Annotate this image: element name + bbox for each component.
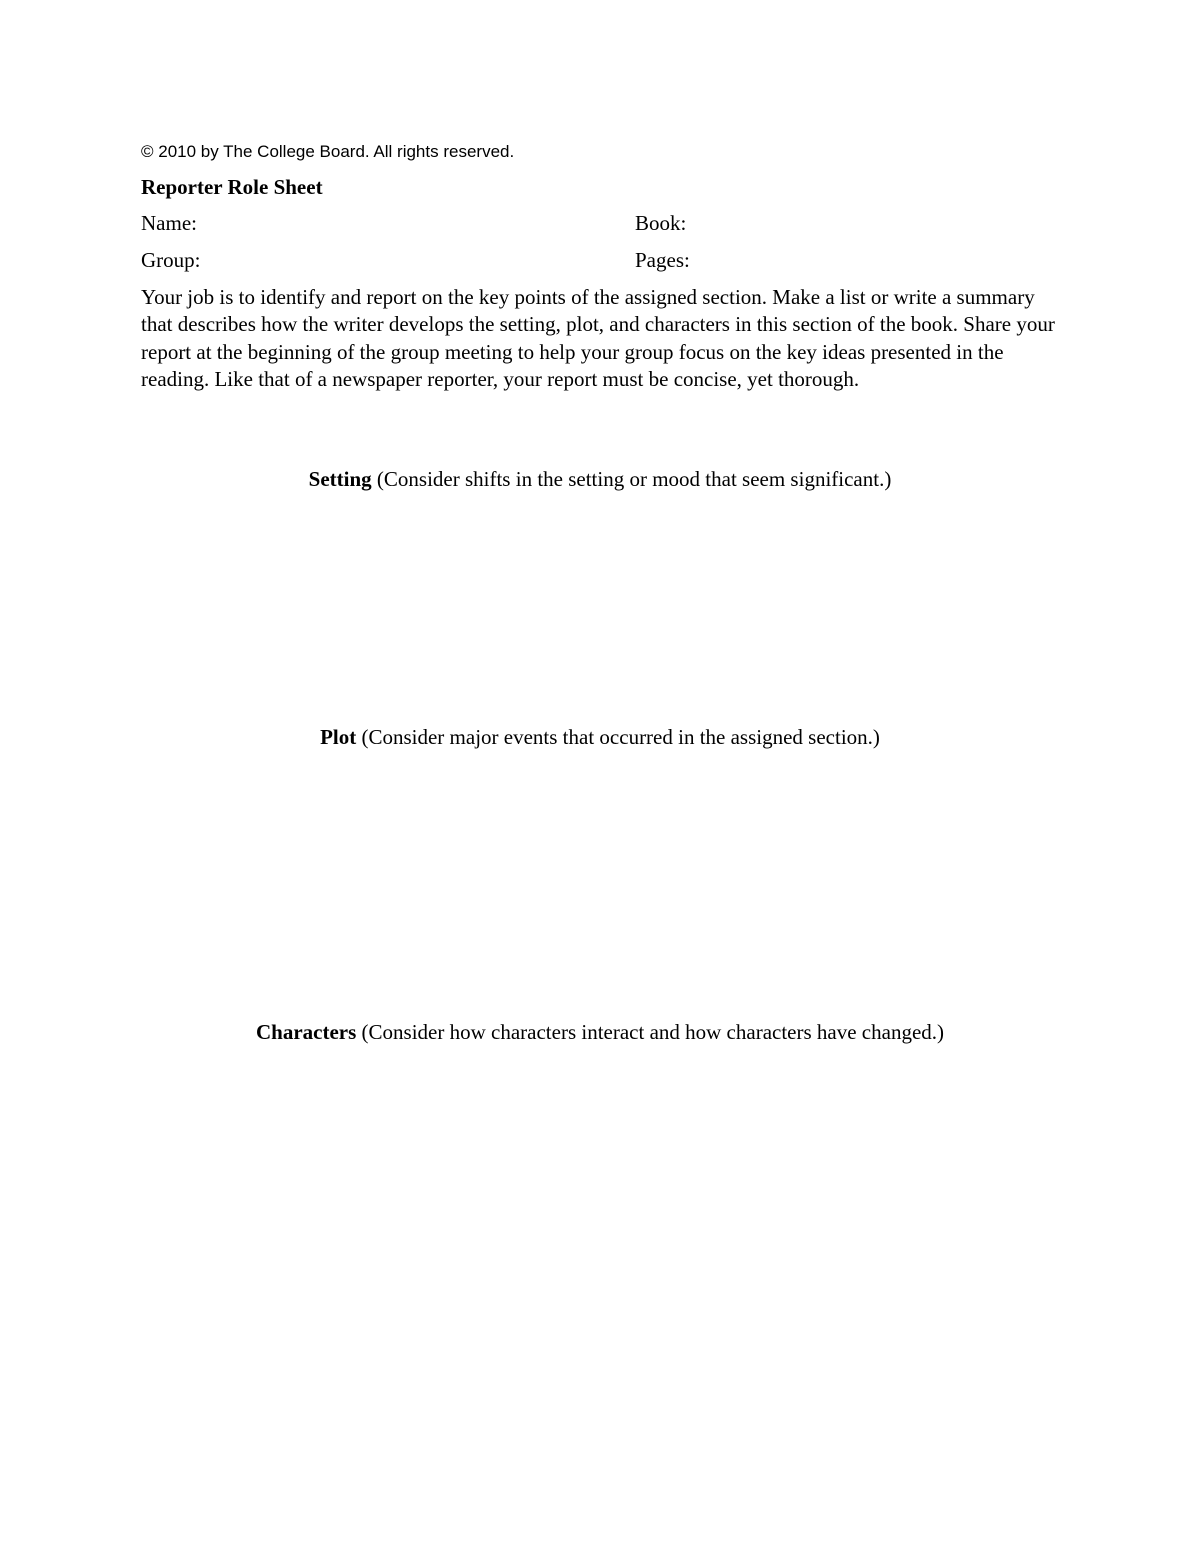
plot-label: Plot xyxy=(320,725,357,749)
book-field-label: Book: xyxy=(635,211,687,235)
characters-hint: (Consider how characters interact and how characters have changed.) xyxy=(356,1020,945,1044)
pages-field-label: Pages: xyxy=(635,248,690,272)
characters-label: Characters xyxy=(255,1020,357,1044)
plot-hint: (Consider major events that occurred in the assigned section.) xyxy=(356,725,880,749)
group-field-label: Group: xyxy=(141,248,201,272)
instructions-paragraph: Your job is to identify and report on the key points of the assigned section. Make a list or write a summary that describes how the writer develops the setting, plot, and characters in this section of the book. Share your report at the beginning of the group meeting to help your group focus on the key ideas presented in the reading. Like that of a newspaper reporter, your report must be concise, yet thorough. xyxy=(141,285,1055,392)
setting-section-heading xyxy=(141,466,1059,492)
copyright-notice: © 2010 by The College Board. All rights reserved. xyxy=(141,142,515,161)
characters-section-heading xyxy=(141,1019,1059,1045)
plot-section-heading xyxy=(141,724,1059,750)
setting-hint: (Consider shifts in the setting or mood that seem significant.) xyxy=(371,467,892,491)
setting-label: Setting xyxy=(308,467,372,491)
page-title: Reporter Role Sheet xyxy=(141,175,323,199)
name-field-label: Name: xyxy=(141,211,197,235)
